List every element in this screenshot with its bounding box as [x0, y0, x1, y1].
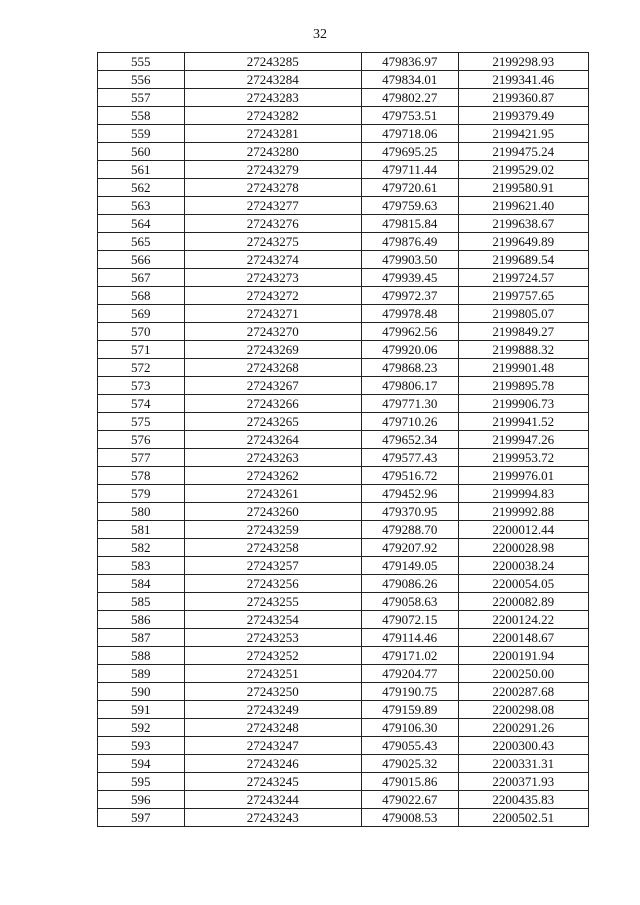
point-id-cell: 27243276 — [184, 215, 361, 233]
x-coordinate-cell: 479149.05 — [361, 557, 458, 575]
point-number-cell: 556 — [98, 71, 185, 89]
point-number-cell: 596 — [98, 791, 185, 809]
point-id-cell: 27243248 — [184, 719, 361, 737]
point-id-cell: 27243263 — [184, 449, 361, 467]
y-coordinate-cell: 2199621.40 — [458, 197, 588, 215]
table-row — [98, 125, 589, 143]
point-id-cell: 27243280 — [184, 143, 361, 161]
point-id-cell: 27243265 — [184, 413, 361, 431]
point-number-cell: 592 — [98, 719, 185, 737]
x-coordinate-cell: 479114.46 — [361, 629, 458, 647]
x-coordinate-cell: 479753.51 — [361, 107, 458, 125]
x-coordinate-cell: 479370.95 — [361, 503, 458, 521]
point-number-cell: 561 — [98, 161, 185, 179]
point-number-cell: 584 — [98, 575, 185, 593]
y-coordinate-cell: 2199379.49 — [458, 107, 588, 125]
x-coordinate-cell: 479072.15 — [361, 611, 458, 629]
point-number-cell: 590 — [98, 683, 185, 701]
y-coordinate-cell: 2199906.73 — [458, 395, 588, 413]
point-id-cell: 27243272 — [184, 287, 361, 305]
point-number-cell: 560 — [98, 143, 185, 161]
y-coordinate-cell: 2200502.51 — [458, 809, 588, 827]
table-row — [98, 575, 589, 593]
point-id-cell: 27243257 — [184, 557, 361, 575]
x-coordinate-cell: 479815.84 — [361, 215, 458, 233]
point-number-cell: 579 — [98, 485, 185, 503]
point-number-cell: 562 — [98, 179, 185, 197]
point-id-cell: 27243258 — [184, 539, 361, 557]
point-id-cell: 27243270 — [184, 323, 361, 341]
point-number-cell: 574 — [98, 395, 185, 413]
table-row — [98, 323, 589, 341]
y-coordinate-cell: 2200331.31 — [458, 755, 588, 773]
point-number-cell: 580 — [98, 503, 185, 521]
y-coordinate-cell: 2200371.93 — [458, 773, 588, 791]
point-number-cell: 581 — [98, 521, 185, 539]
y-coordinate-cell: 2200191.94 — [458, 647, 588, 665]
y-coordinate-cell: 2199360.87 — [458, 89, 588, 107]
x-coordinate-cell: 479055.43 — [361, 737, 458, 755]
y-coordinate-cell: 2199941.52 — [458, 413, 588, 431]
y-coordinate-cell: 2199947.26 — [458, 431, 588, 449]
point-id-cell: 27243259 — [184, 521, 361, 539]
point-number-cell: 558 — [98, 107, 185, 125]
table-row — [98, 611, 589, 629]
x-coordinate-cell: 479106.30 — [361, 719, 458, 737]
x-coordinate-cell: 479577.43 — [361, 449, 458, 467]
x-coordinate-cell: 479759.63 — [361, 197, 458, 215]
x-coordinate-cell: 479978.48 — [361, 305, 458, 323]
point-id-cell: 27243271 — [184, 305, 361, 323]
y-coordinate-cell: 2199421.95 — [458, 125, 588, 143]
table-row — [98, 305, 589, 323]
x-coordinate-cell: 479025.32 — [361, 755, 458, 773]
y-coordinate-cell: 2199580.91 — [458, 179, 588, 197]
point-number-cell: 595 — [98, 773, 185, 791]
point-id-cell: 27243284 — [184, 71, 361, 89]
x-coordinate-cell: 479710.26 — [361, 413, 458, 431]
coordinates-table — [97, 52, 589, 827]
table-row — [98, 485, 589, 503]
x-coordinate-cell: 479058.63 — [361, 593, 458, 611]
table-row — [98, 467, 589, 485]
table-row — [98, 341, 589, 359]
point-number-cell: 557 — [98, 89, 185, 107]
table-row — [98, 413, 589, 431]
y-coordinate-cell: 2199724.57 — [458, 269, 588, 287]
point-id-cell: 27243267 — [184, 377, 361, 395]
point-number-cell: 569 — [98, 305, 185, 323]
x-coordinate-cell: 479288.70 — [361, 521, 458, 539]
point-number-cell: 578 — [98, 467, 185, 485]
point-number-cell: 593 — [98, 737, 185, 755]
point-number-cell: 586 — [98, 611, 185, 629]
table-row — [98, 683, 589, 701]
point-id-cell: 27243253 — [184, 629, 361, 647]
table-row — [98, 755, 589, 773]
point-number-cell: 594 — [98, 755, 185, 773]
point-number-cell: 572 — [98, 359, 185, 377]
x-coordinate-cell: 479868.23 — [361, 359, 458, 377]
point-id-cell: 27243282 — [184, 107, 361, 125]
point-id-cell: 27243266 — [184, 395, 361, 413]
page-number: 32 — [313, 27, 327, 42]
x-coordinate-cell: 479806.17 — [361, 377, 458, 395]
point-number-cell: 587 — [98, 629, 185, 647]
y-coordinate-cell: 2199757.65 — [458, 287, 588, 305]
y-coordinate-cell: 2199341.46 — [458, 71, 588, 89]
table-row — [98, 179, 589, 197]
table-row — [98, 251, 589, 269]
point-id-cell: 27243247 — [184, 737, 361, 755]
table-row — [98, 143, 589, 161]
point-number-cell: 583 — [98, 557, 185, 575]
table-row — [98, 737, 589, 755]
point-number-cell: 588 — [98, 647, 185, 665]
y-coordinate-cell: 2200148.67 — [458, 629, 588, 647]
table-row — [98, 359, 589, 377]
y-coordinate-cell: 2199649.89 — [458, 233, 588, 251]
x-coordinate-cell: 479771.30 — [361, 395, 458, 413]
table-row — [98, 791, 589, 809]
table-row — [98, 107, 589, 125]
point-id-cell: 27243278 — [184, 179, 361, 197]
table-row — [98, 701, 589, 719]
x-coordinate-cell: 479876.49 — [361, 233, 458, 251]
point-id-cell: 27243244 — [184, 791, 361, 809]
x-coordinate-cell: 479159.89 — [361, 701, 458, 719]
table-row — [98, 503, 589, 521]
y-coordinate-cell: 2200012.44 — [458, 521, 588, 539]
x-coordinate-cell: 479171.02 — [361, 647, 458, 665]
y-coordinate-cell: 2199298.93 — [458, 53, 588, 71]
table-row — [98, 197, 589, 215]
coordinates-table-body — [98, 53, 589, 827]
y-coordinate-cell: 2200054.05 — [458, 575, 588, 593]
y-coordinate-cell: 2200028.98 — [458, 539, 588, 557]
point-id-cell: 27243264 — [184, 431, 361, 449]
point-number-cell: 575 — [98, 413, 185, 431]
point-number-cell: 570 — [98, 323, 185, 341]
table-row — [98, 233, 589, 251]
table-row — [98, 557, 589, 575]
point-id-cell: 27243251 — [184, 665, 361, 683]
point-id-cell: 27243283 — [184, 89, 361, 107]
y-coordinate-cell: 2200291.26 — [458, 719, 588, 737]
table-row — [98, 629, 589, 647]
x-coordinate-cell: 479962.56 — [361, 323, 458, 341]
y-coordinate-cell: 2200298.08 — [458, 701, 588, 719]
y-coordinate-cell: 2199895.78 — [458, 377, 588, 395]
y-coordinate-cell: 2200082.89 — [458, 593, 588, 611]
point-number-cell: 576 — [98, 431, 185, 449]
x-coordinate-cell: 479939.45 — [361, 269, 458, 287]
table-row — [98, 809, 589, 827]
table-row — [98, 593, 589, 611]
point-id-cell: 27243243 — [184, 809, 361, 827]
y-coordinate-cell: 2199849.27 — [458, 323, 588, 341]
point-id-cell: 27243249 — [184, 701, 361, 719]
point-id-cell: 27243255 — [184, 593, 361, 611]
x-coordinate-cell: 479086.26 — [361, 575, 458, 593]
point-id-cell: 27243274 — [184, 251, 361, 269]
x-coordinate-cell: 479711.44 — [361, 161, 458, 179]
point-id-cell: 27243254 — [184, 611, 361, 629]
y-coordinate-cell: 2199994.83 — [458, 485, 588, 503]
point-number-cell: 568 — [98, 287, 185, 305]
table-row — [98, 215, 589, 233]
point-number-cell: 597 — [98, 809, 185, 827]
point-number-cell: 559 — [98, 125, 185, 143]
point-id-cell: 27243275 — [184, 233, 361, 251]
y-coordinate-cell: 2200300.43 — [458, 737, 588, 755]
y-coordinate-cell: 2199888.32 — [458, 341, 588, 359]
x-coordinate-cell: 479802.27 — [361, 89, 458, 107]
x-coordinate-cell: 479920.06 — [361, 341, 458, 359]
table-row — [98, 521, 589, 539]
point-number-cell: 564 — [98, 215, 185, 233]
point-number-cell: 577 — [98, 449, 185, 467]
x-coordinate-cell: 479903.50 — [361, 251, 458, 269]
point-id-cell: 27243269 — [184, 341, 361, 359]
x-coordinate-cell: 479204.77 — [361, 665, 458, 683]
point-number-cell: 567 — [98, 269, 185, 287]
x-coordinate-cell: 479972.37 — [361, 287, 458, 305]
table-row — [98, 287, 589, 305]
point-id-cell: 27243246 — [184, 755, 361, 773]
point-number-cell: 585 — [98, 593, 185, 611]
x-coordinate-cell: 479516.72 — [361, 467, 458, 485]
point-number-cell: 566 — [98, 251, 185, 269]
y-coordinate-cell: 2199953.72 — [458, 449, 588, 467]
x-coordinate-cell: 479015.86 — [361, 773, 458, 791]
table-row — [98, 665, 589, 683]
y-coordinate-cell: 2199638.67 — [458, 215, 588, 233]
point-id-cell: 27243252 — [184, 647, 361, 665]
point-id-cell: 27243279 — [184, 161, 361, 179]
table-row — [98, 269, 589, 287]
x-coordinate-cell: 479836.97 — [361, 53, 458, 71]
table-row — [98, 89, 589, 107]
y-coordinate-cell: 2199475.24 — [458, 143, 588, 161]
y-coordinate-cell: 2200124.22 — [458, 611, 588, 629]
x-coordinate-cell: 479207.92 — [361, 539, 458, 557]
table-row — [98, 431, 589, 449]
y-coordinate-cell: 2200287.68 — [458, 683, 588, 701]
x-coordinate-cell: 479834.01 — [361, 71, 458, 89]
x-coordinate-cell: 479720.61 — [361, 179, 458, 197]
point-id-cell: 27243260 — [184, 503, 361, 521]
y-coordinate-cell: 2199901.48 — [458, 359, 588, 377]
point-id-cell: 27243262 — [184, 467, 361, 485]
y-coordinate-cell: 2200038.24 — [458, 557, 588, 575]
y-coordinate-cell: 2199805.07 — [458, 305, 588, 323]
table-row — [98, 71, 589, 89]
point-number-cell: 571 — [98, 341, 185, 359]
x-coordinate-cell: 479718.06 — [361, 125, 458, 143]
point-id-cell: 27243256 — [184, 575, 361, 593]
table-row — [98, 395, 589, 413]
y-coordinate-cell: 2199529.02 — [458, 161, 588, 179]
point-number-cell: 573 — [98, 377, 185, 395]
point-id-cell: 27243285 — [184, 53, 361, 71]
point-id-cell: 27243277 — [184, 197, 361, 215]
table-row — [98, 647, 589, 665]
point-id-cell: 27243281 — [184, 125, 361, 143]
x-coordinate-cell: 479008.53 — [361, 809, 458, 827]
point-id-cell: 27243245 — [184, 773, 361, 791]
x-coordinate-cell: 479022.67 — [361, 791, 458, 809]
y-coordinate-cell: 2199992.88 — [458, 503, 588, 521]
x-coordinate-cell: 479452.96 — [361, 485, 458, 503]
table-row — [98, 377, 589, 395]
table-row — [98, 449, 589, 467]
y-coordinate-cell: 2199976.01 — [458, 467, 588, 485]
table-row — [98, 53, 589, 71]
y-coordinate-cell: 2200435.83 — [458, 791, 588, 809]
point-id-cell: 27243273 — [184, 269, 361, 287]
table-row — [98, 719, 589, 737]
table-row — [98, 773, 589, 791]
point-number-cell: 563 — [98, 197, 185, 215]
x-coordinate-cell: 479190.75 — [361, 683, 458, 701]
table-row — [98, 161, 589, 179]
x-coordinate-cell: 479695.25 — [361, 143, 458, 161]
point-id-cell: 27243250 — [184, 683, 361, 701]
y-coordinate-cell: 2200250.00 — [458, 665, 588, 683]
point-id-cell: 27243261 — [184, 485, 361, 503]
point-number-cell: 582 — [98, 539, 185, 557]
y-coordinate-cell: 2199689.54 — [458, 251, 588, 269]
point-number-cell: 565 — [98, 233, 185, 251]
table-row — [98, 539, 589, 557]
x-coordinate-cell: 479652.34 — [361, 431, 458, 449]
point-number-cell: 555 — [98, 53, 185, 71]
point-number-cell: 591 — [98, 701, 185, 719]
point-number-cell: 589 — [98, 665, 185, 683]
point-id-cell: 27243268 — [184, 359, 361, 377]
